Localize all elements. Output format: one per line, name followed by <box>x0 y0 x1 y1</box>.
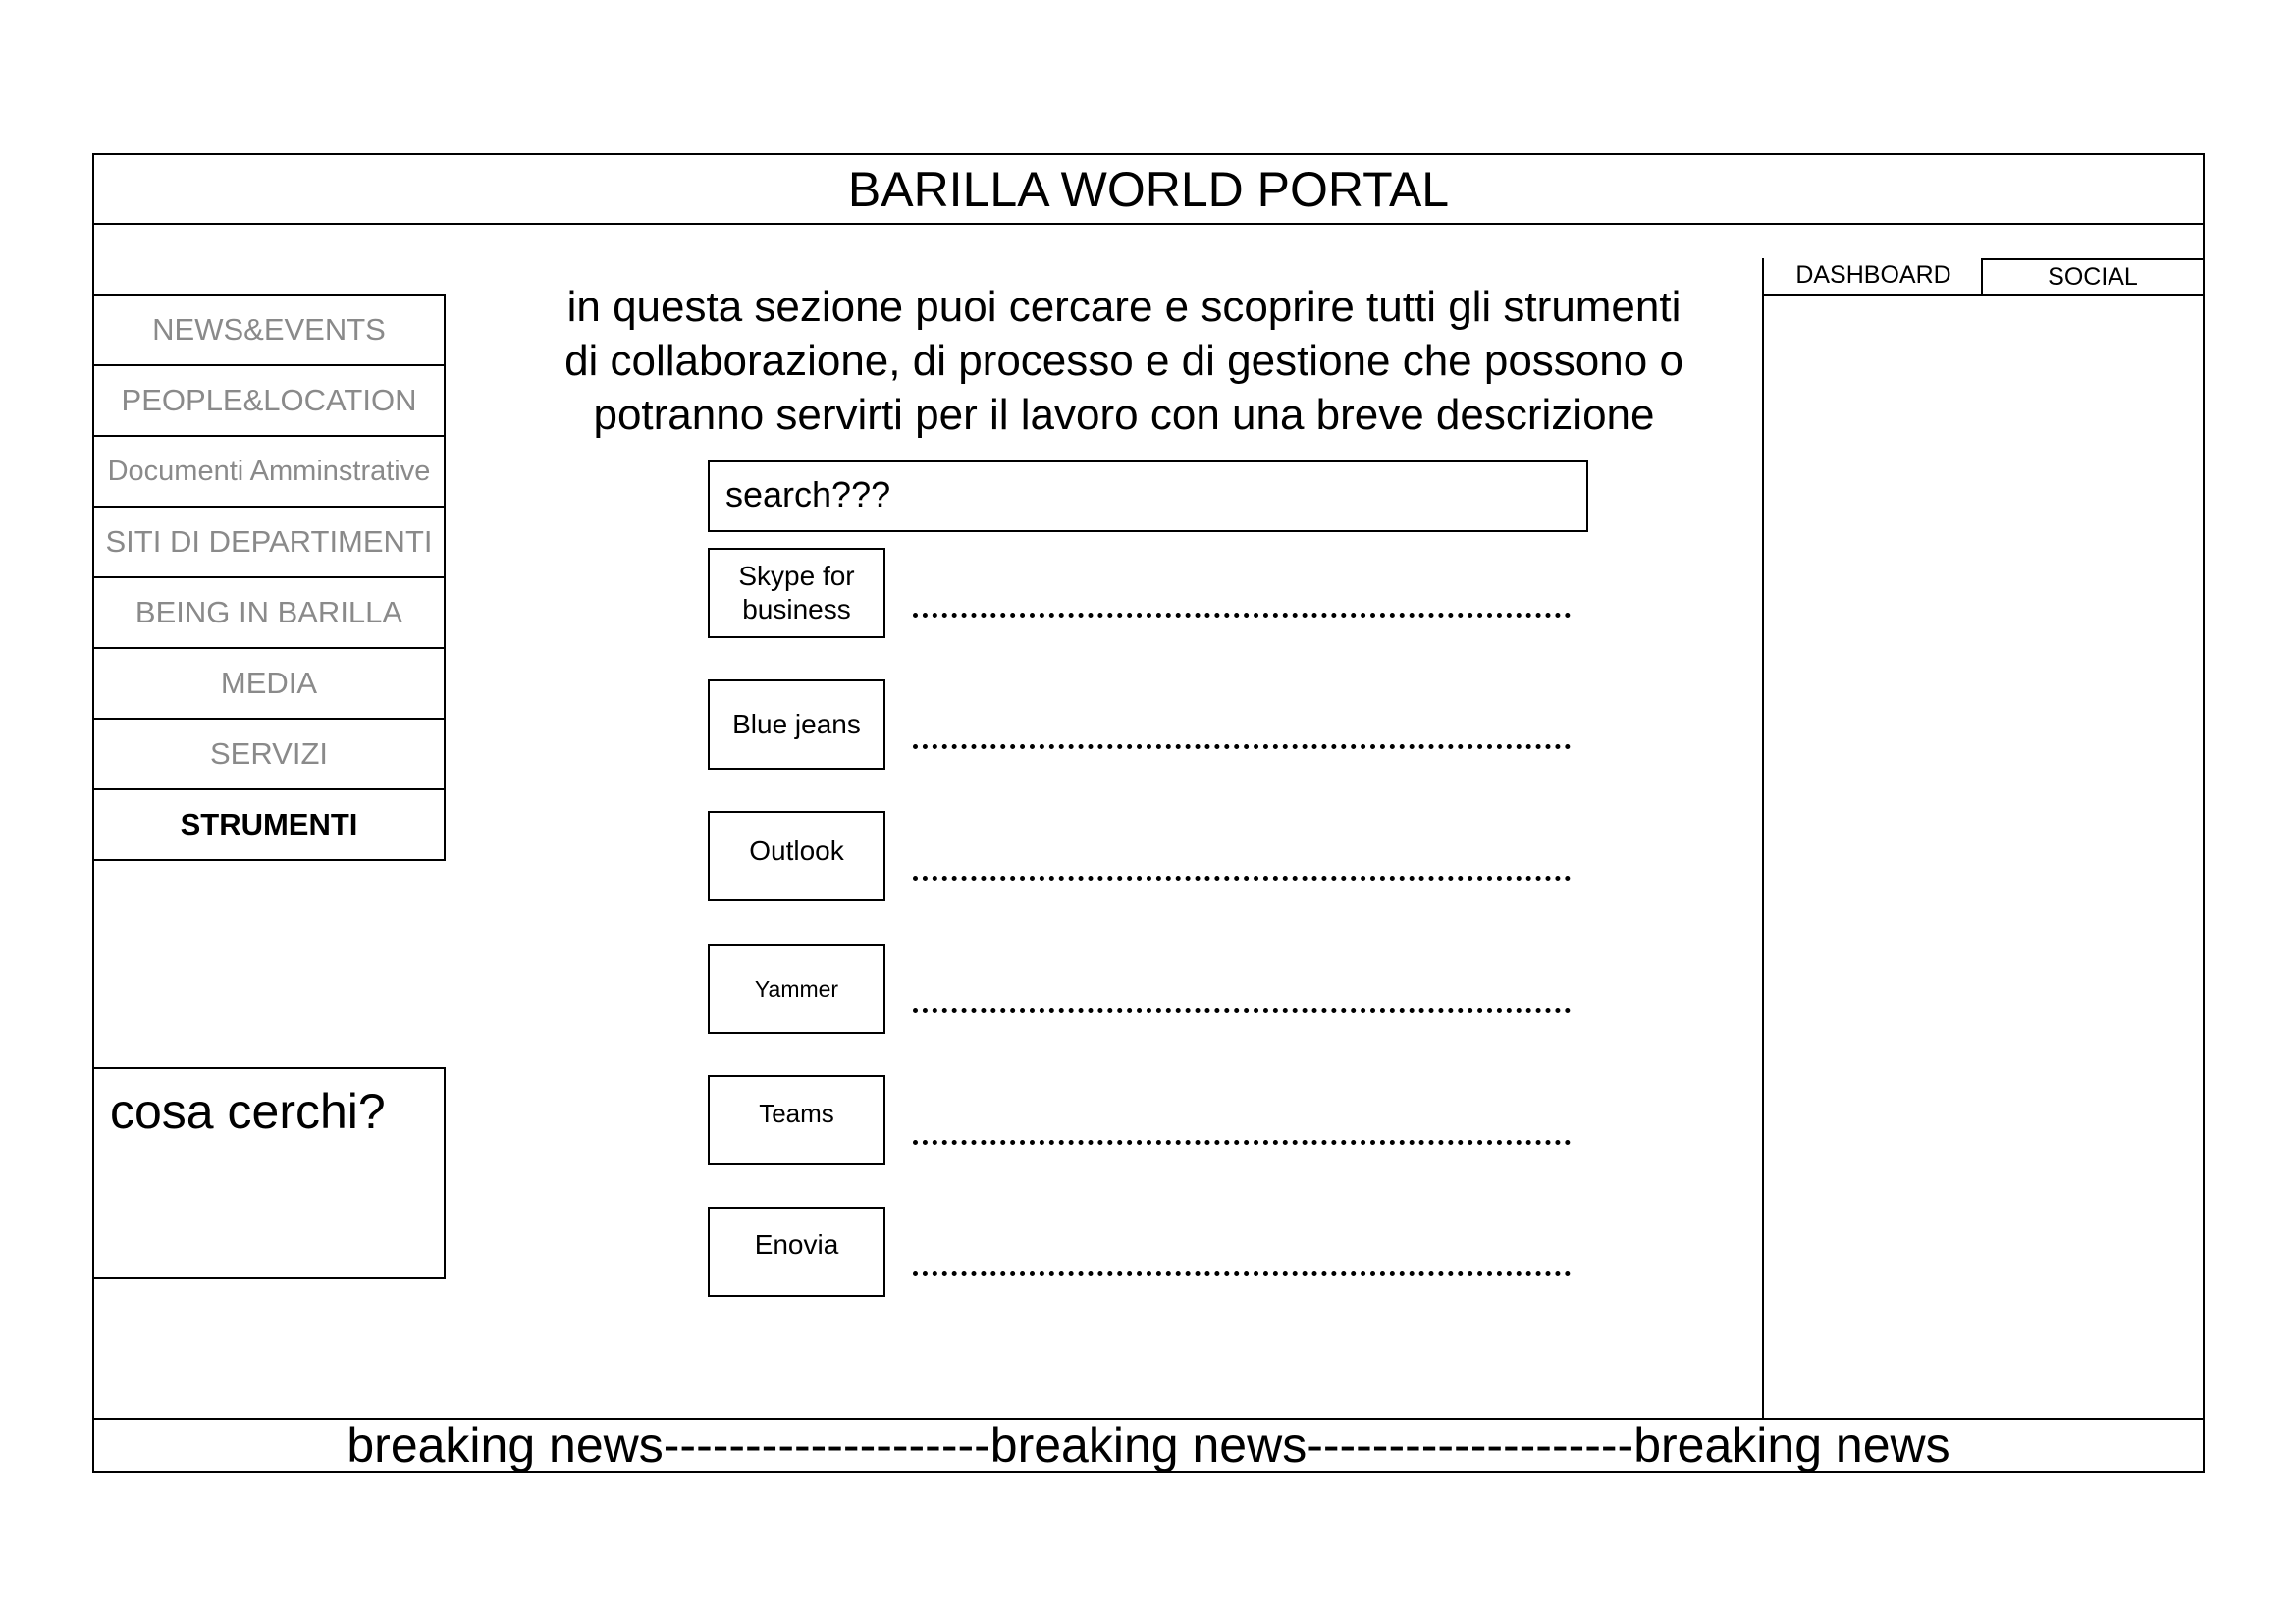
description-line: in questa sezione puoi cercare e scoprire tutti gli strumenti <box>566 283 1682 331</box>
sidebar-item-documenti-amministrative[interactable]: Documenti Amminstrative <box>92 435 446 508</box>
tool-description-placeholder <box>913 730 1571 749</box>
cosa-cerchi-label: cosa cerchi? <box>110 1084 386 1139</box>
tool-button-teams[interactable]: Teams <box>708 1075 885 1165</box>
sidebar-item-strumenti[interactable]: STRUMENTI <box>92 788 446 861</box>
tool-button-skype-for-business[interactable]: Skype for business <box>708 548 885 638</box>
search-input[interactable]: search??? <box>708 460 1588 532</box>
description-line: di collaborazione, di processo e di gestione che possono o <box>564 337 1683 385</box>
tool-button-yammer[interactable]: Yammer <box>708 944 885 1034</box>
tool-description-placeholder <box>913 1125 1571 1145</box>
sidebar-item-siti-di-dipartimenti[interactable]: SITI DI DEPARTIMENTI <box>92 506 446 578</box>
tab-social[interactable]: SOCIAL <box>1981 258 2205 296</box>
cosa-cerchi-box[interactable] <box>92 1067 446 1279</box>
sidebar-item-being-in-barilla[interactable]: BEING IN BARILLA <box>92 576 446 649</box>
sidebar-item-news-events[interactable]: NEWS&EVENTS <box>92 294 446 366</box>
section-description <box>491 280 1757 442</box>
tool-description-placeholder <box>913 994 1571 1013</box>
tool-button-blue-jeans[interactable]: Blue jeans <box>708 679 885 770</box>
header-divider <box>92 223 2205 225</box>
page-title: BARILLA WORLD PORTAL <box>847 162 1450 217</box>
sidebar-item-servizi[interactable]: SERVIZI <box>92 718 446 790</box>
tool-button-outlook[interactable]: Outlook <box>708 811 885 901</box>
tool-description-placeholder <box>913 861 1571 881</box>
tab-dashboard[interactable]: DASHBOARD <box>1762 258 1983 296</box>
right-panel <box>1762 258 2205 1420</box>
tool-button-enovia[interactable]: Enovia <box>708 1207 885 1297</box>
description-line: potranno servirti per il lavoro con una breve descrizione <box>593 391 1655 439</box>
tool-description-placeholder <box>913 1257 1571 1276</box>
sidebar-item-people-location[interactable]: PEOPLE&LOCATION <box>92 364 446 437</box>
tool-description-placeholder <box>913 598 1571 618</box>
breaking-news-ticker[interactable]: breaking news--------------------breaking news--------------------breaking news <box>347 1418 1950 1473</box>
sidebar-item-media[interactable]: MEDIA <box>92 647 446 720</box>
